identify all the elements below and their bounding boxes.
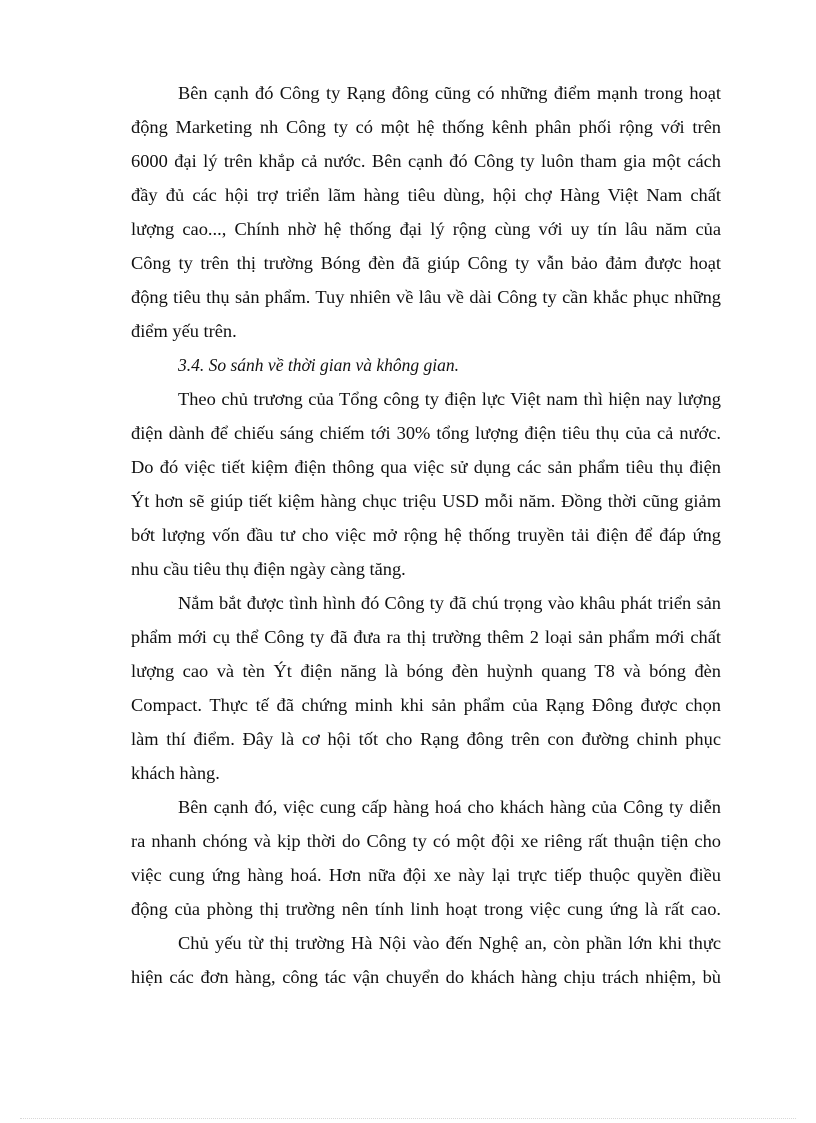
text-line: hiện các đơn hàng, công tác vận chuyển do khách hàng chịu trách nhiệm, bù	[131, 967, 721, 987]
text-line: Bên cạnh đó, việc cung cấp hàng hoá cho khách hàng của Công ty diễn	[178, 797, 721, 817]
page-bottom-rule	[20, 1118, 796, 1119]
text-line: bớt lượng vốn đầu tư cho việc mở rộng hệ thống truyền tải điện để đáp ứng	[131, 525, 721, 545]
text-line: điểm yếu trên.	[131, 321, 237, 341]
text-line: khách hàng.	[131, 763, 220, 783]
text-line: Bên cạnh đó Công ty Rạng đông cũng có những điểm mạnh trong hoạt	[178, 83, 721, 103]
text-line: Compact. Thực tế đã chứng minh khi sản phẩm của Rạng Đông được chọn	[131, 695, 721, 715]
text-line: điện dành để chiếu sáng chiếm tới 30% tổng lượng điện tiêu thụ của cả nước.	[131, 423, 721, 443]
text-line: Ýt hơn sẽ giúp tiết kiệm hàng chục triệu USD mỗi năm. Đồng thời cũng giảm	[131, 491, 721, 511]
text-line: lượng cao và tèn Ýt điện năng là bóng đèn huỳnh quang T8 và bóng đèn	[131, 661, 721, 681]
text-line: động tiêu thụ sản phẩm. Tuy nhiên về lâu về dài Công ty cần khắc phục những	[131, 287, 721, 307]
section-heading: 3.4. So sánh về thời gian và không gian.	[178, 355, 460, 375]
text-line: động Marketing nh Công ty có một hệ thống kênh phân phối rộng với trên	[131, 117, 721, 137]
document-body	[131, 76, 721, 994]
text-line: Do đó việc tiết kiệm điện thông qua việc sử dụng các sản phẩm tiêu thụ điện	[131, 457, 721, 477]
text-line: Theo chủ trương của Tổng công ty điện lực Việt nam thì hiện nay lượng	[178, 389, 721, 409]
text-line: ra nhanh chóng và kịp thời do Công ty có một đội xe riêng rất thuận tiện cho	[131, 831, 721, 851]
text-line: việc cung ứng hàng hoá. Hơn nữa đội xe này lại trực tiếp thuộc quyền điều	[131, 865, 721, 885]
text-line: Nắm bắt được tình hình đó Công ty đã chú trọng vào khâu phát triển sản	[178, 593, 721, 613]
text-line: làm thí điểm. Đây là cơ hội tốt cho Rạng đông trên con đường chinh phục	[131, 729, 721, 749]
text-line: Công ty trên thị trường Bóng đèn đã giúp Công ty vẫn bảo đảm được hoạt	[131, 253, 721, 273]
text-line: lượng cao..., Chính nhờ hệ thống đại lý rộng cùng với uy tín lâu năm của	[131, 219, 721, 239]
text-line: phẩm mới cụ thể Công ty đã đưa ra thị trường thêm 2 loại sản phẩm mới chất	[131, 627, 721, 647]
text-line: động của phòng thị trường nên tính linh hoạt trong việc cung ứng là rất cao.	[131, 899, 721, 919]
text-line: 6000 đại lý trên khắp cả nước. Bên cạnh đó Công ty luôn tham gia một cách	[131, 151, 721, 171]
text-line: nhu cầu tiêu thụ điện ngày càng tăng.	[131, 559, 406, 579]
text-line: Chủ yếu từ thị trường Hà Nội vào đến Nghệ an, còn phần lớn khi thực	[178, 933, 721, 953]
text-line: đầy đủ các hội trợ triển lãm hàng tiêu dùng, hội chợ Hàng Việt Nam chất	[131, 185, 721, 205]
